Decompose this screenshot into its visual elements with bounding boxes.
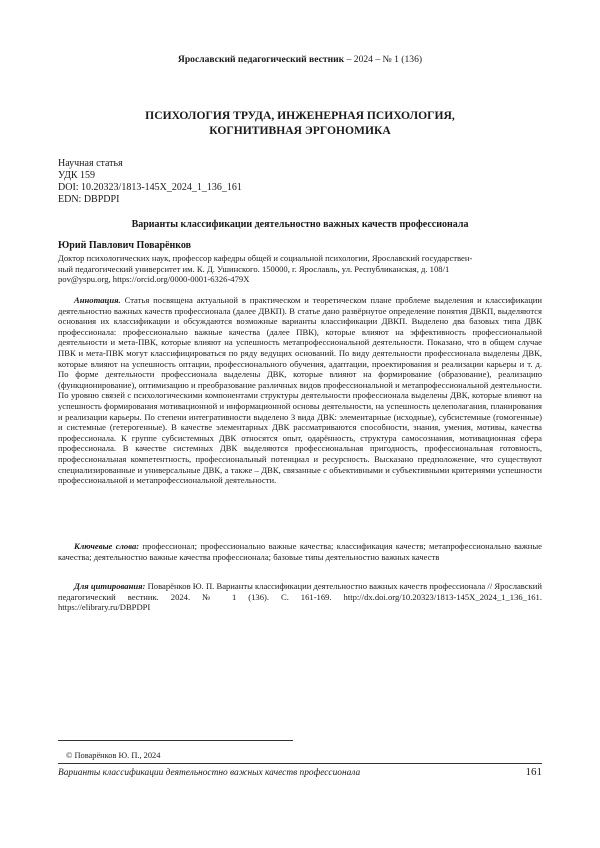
journal-issue: – 2024 – № 1 (136) [346, 54, 423, 65]
section-title-line-2: КОГНИТИВНАЯ ЭРГОНОМИКА [209, 124, 391, 137]
keywords [58, 541, 542, 562]
footnote-divider [58, 740, 293, 741]
journal-name: Ярославский педагогический вестник [177, 54, 345, 65]
abstract-label: Аннотация. [74, 295, 121, 305]
page-number: 161 [525, 766, 542, 778]
udk-code: УДК 159 [58, 170, 96, 181]
abstract-text: Статья посвящена актуальной в практическом и теоретическом плане проблеме выделения и классификации деятельностно важных качеств профессионала (далее ДВКП). В статье дано развёрнутое определение понятия ДВКП, выделяются основания их классификации и обсуждаются возможные варианты классификации ДВКП. Выделено два базовых типа ДВК профессионала: профессионально важные качества (далее ПВК), которые влияют на эффективность профессиональной деятельности и мета-ПВК, которые влияют на успешность метапрофессиональной деятельности. Показано, что в общем случае ПВК и мета-ПВК могут классифицироваться по ряду ведущих оснований. По виду деятельности профессионала выделены ДВК, которые влияют на успешность оптации, профессионального обучения, адаптации, проектирования и реализации карьеры и т. д. По форме деятельности профессионала выделены ДВК, которые влияют на формирование (образование), реализацию (функционирование), оптимизацию и преобразование различных видов профессиональной и метапрофессиональной деятельности. По уровню связей с психологическими компонентами структуры деятельности профессионала выделены ДВК, которые влияют на успешность формирования мотивационной и информационной основы деятельности, на успешность целеполагания, планирования и реализации карьеры. По степени интегративности выделено 3 вида ДВК: элементарные (исходные), субсистемные (гомогенные) и системные (гетерогенные). В качестве элементарных ДВК рассматриваются способности, знания, умения, мотивы, качества профессионала. К группе субсистемных ДВК относятся опыт, одарённость, структура самосознания, мотивационная сфера профессионала. В качестве системных ДВК выделяются профессиональная пригодность, профессиональная готовность, профессиональная компетентность, профессиональный потенциал и ресурсность. Высказано предположение, что существуют специализированные и универсальные ДВК, а также – ДВК, связанные с объективными и субъективными критериями успешности профессиональной и метапрофессиональной деятельности. [58, 295, 542, 486]
citation-label: Для цитирования: [74, 581, 146, 591]
copyright: © Поварёнков Ю. П., 2024 [66, 751, 161, 760]
keywords-label: Ключевые слова: [74, 541, 140, 551]
keywords-text: профессионал; профессионально важные качества; классификация качеств; метапрофессионально важные качества; деятельностно важные качества профессионала; базовые типы деятельностно важных качеств [58, 541, 542, 562]
section-title-line-1: ПСИХОЛОГИЯ ТРУДА, ИНЖЕНЕРНАЯ ПСИХОЛОГИЯ, [145, 109, 455, 122]
journal-header [0, 54, 600, 65]
affiliation-contacts[interactable]: pov@yspu.org, https://orcid.org/0000-0001-6326-479X [58, 274, 250, 285]
edn: EDN: DBPDPI [58, 194, 120, 205]
article-title: Варианты классификации деятельностно важных качеств профессионала [131, 219, 469, 230]
citation-text[interactable]: Поварёнков Ю. П. Варианты классификации деятельностно важных качеств профессионала // Ярославский педагогический вестник. 2024. № 1 (136). С. 161-169. http://dx.doi.org/10.20323/1813-145X_2024_1_136_161. https://elibrary.ru/DBPDPI [58, 581, 542, 613]
running-title: Варианты классификации деятельностно важных качеств профессионала [58, 768, 361, 778]
affiliation-line: ный педагогический университет им. К. Д. Ушинского. 150000, г. Ярославль, ул. Республиканская, д. 108/1 [58, 263, 450, 274]
author-affiliation [58, 253, 542, 285]
section-title [60, 108, 540, 138]
footer-divider [58, 763, 542, 764]
article-meta [58, 158, 242, 206]
author-name: Юрий Павлович Поварёнков [58, 240, 192, 251]
citation [58, 581, 542, 613]
affiliation-line: Доктор психологических наук, профессор кафедры общей и социальной психологии, Ярославский государствен- [58, 253, 473, 263]
article-type: Научная статья [58, 158, 123, 169]
doi: DOI: 10.20323/1813-145X_2024_1_136_161 [58, 182, 242, 193]
abstract [58, 295, 542, 486]
